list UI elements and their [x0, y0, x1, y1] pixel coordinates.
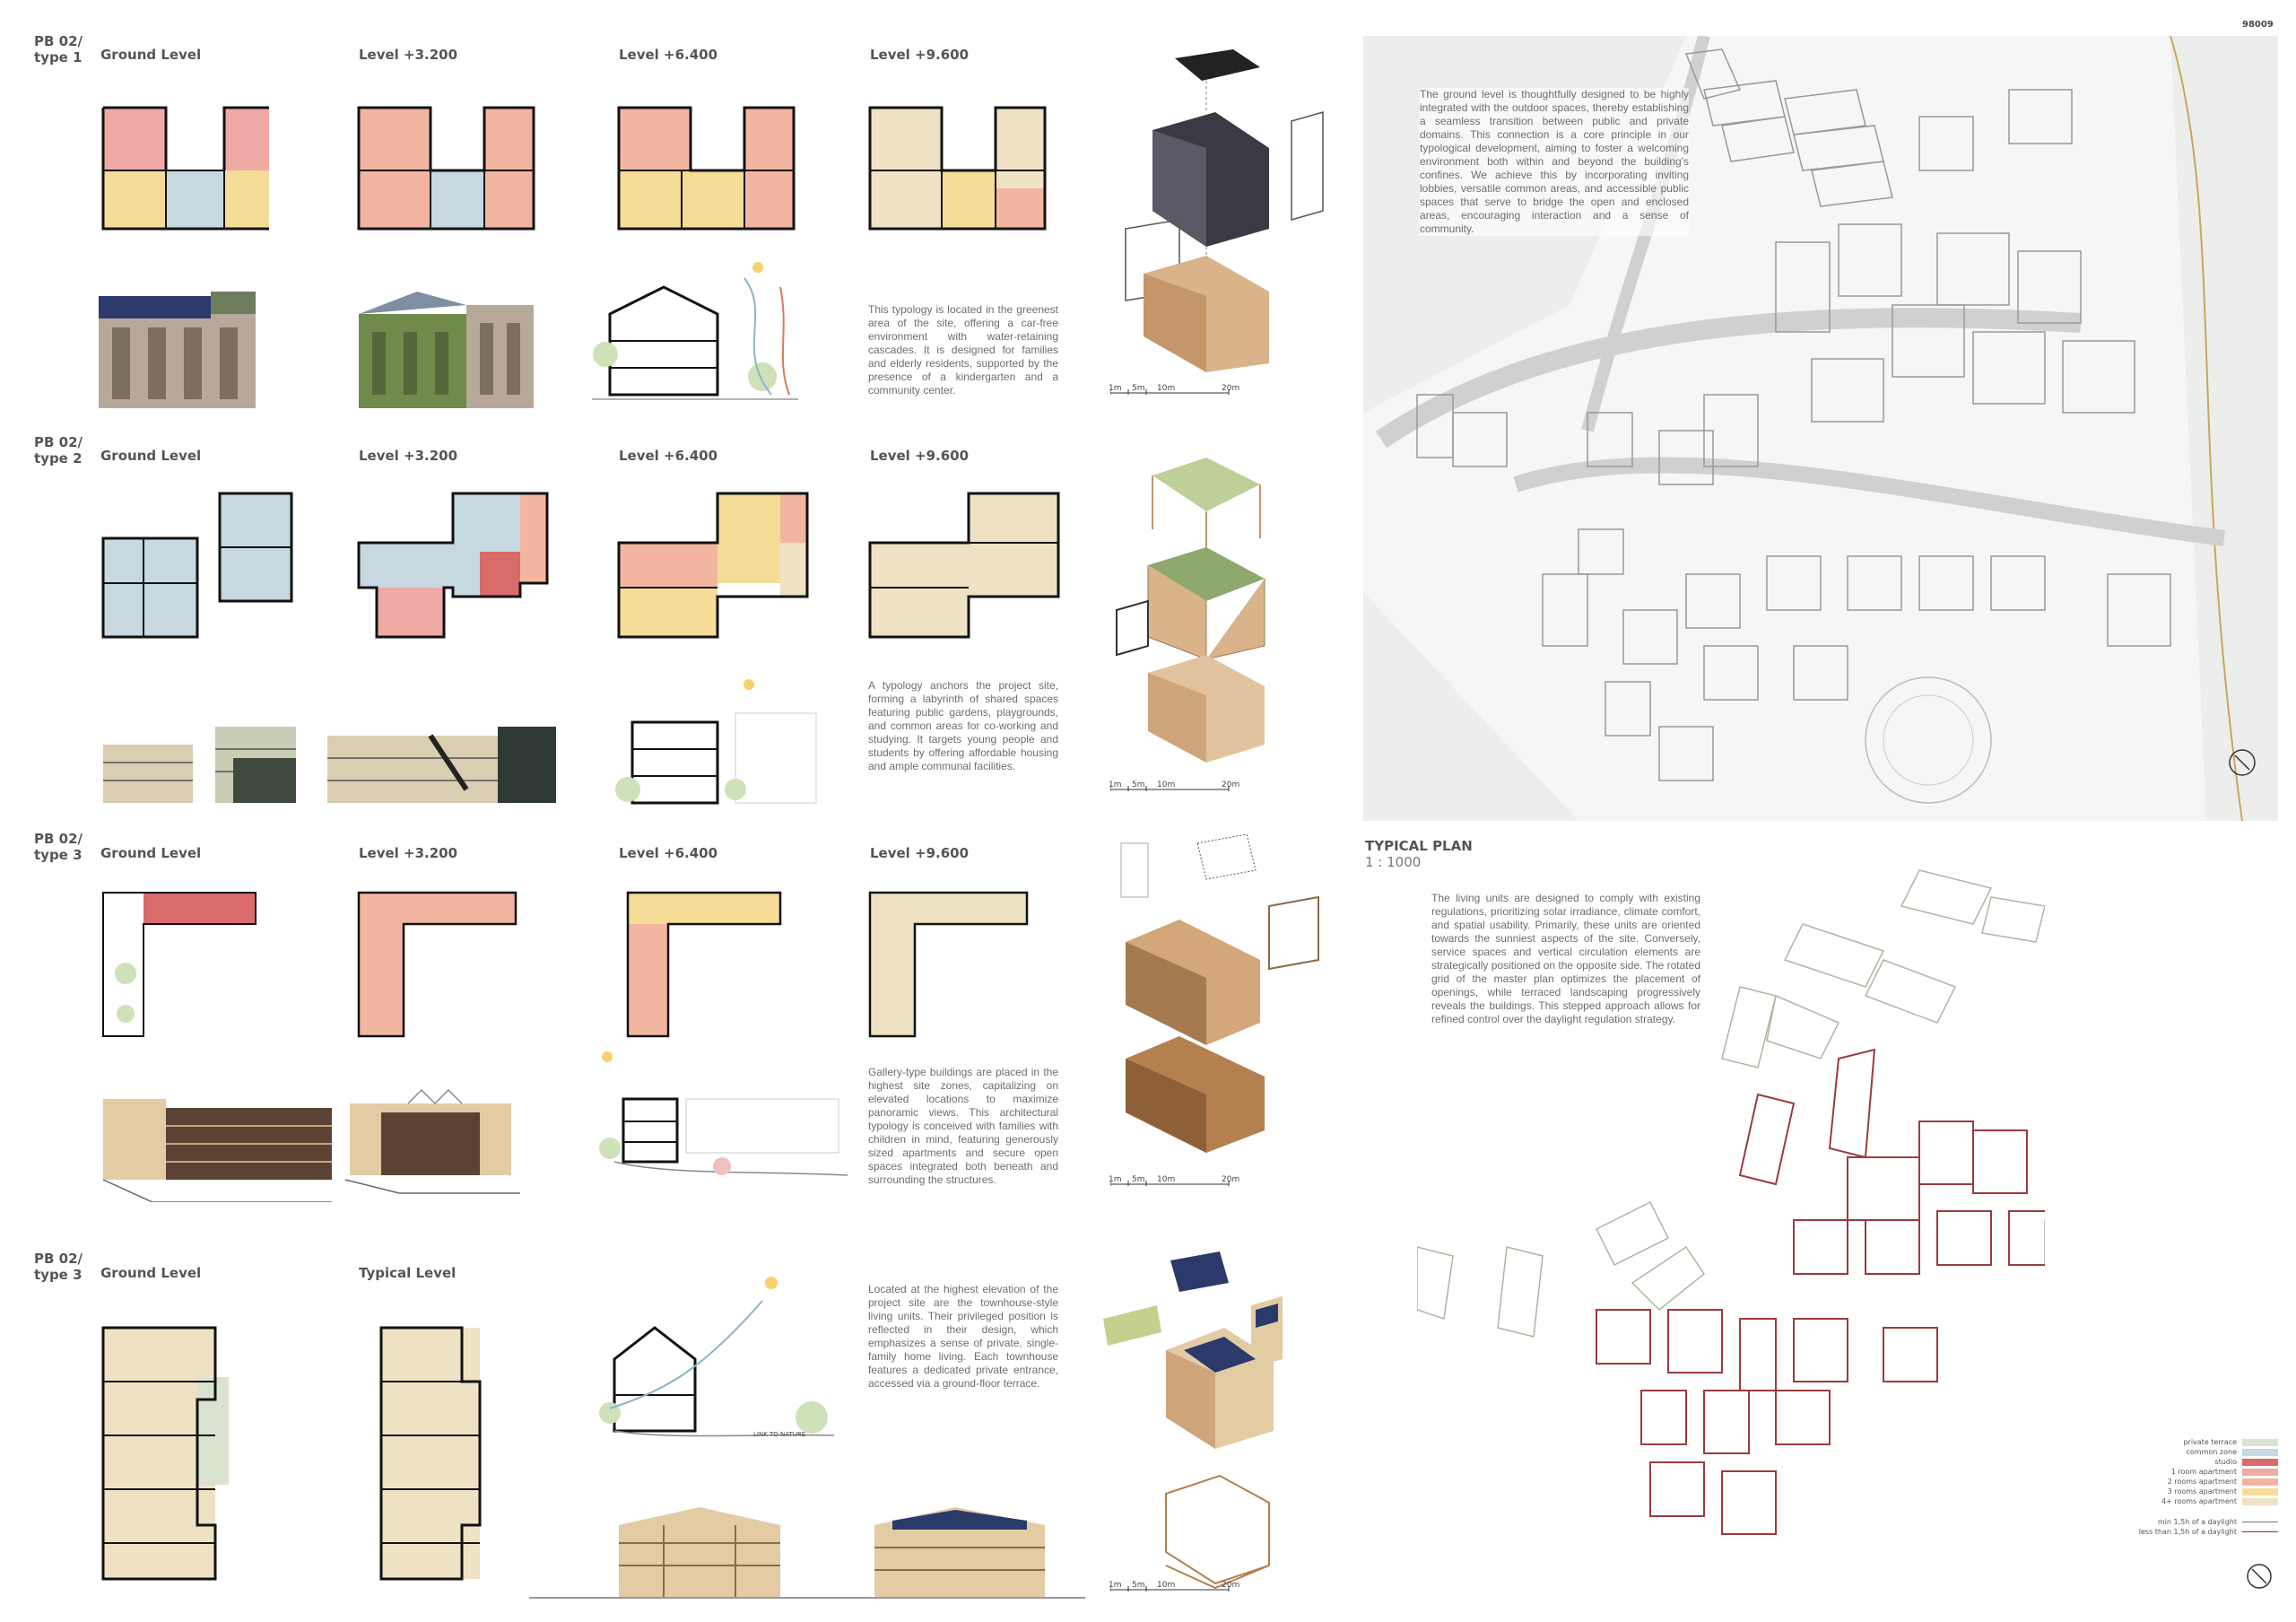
legend-line [2090, 1527, 2278, 1537]
section-4-code-line1: PB 02/ [34, 1251, 83, 1267]
legend-item-label: studio [2214, 1458, 2237, 1466]
s1-section [592, 260, 798, 417]
s1-elevation-2 [354, 287, 543, 408]
s2-level-2: Level +3.200 [359, 448, 458, 464]
s3-scalebar-10m: 10m [1157, 1175, 1176, 1184]
s1-level-1: Ground Level [100, 47, 202, 63]
section-3-code [34, 831, 83, 863]
s4-scalebar-10m: 10m [1157, 1581, 1176, 1590]
s3-plan-l1 [350, 884, 529, 1045]
s1-elevation-1 [99, 287, 260, 408]
s4-plan-ground [90, 1314, 242, 1592]
legend-swatch [2242, 1439, 2278, 1446]
s4-axonometric [1085, 1251, 1336, 1601]
legend-swatch [2242, 1469, 2278, 1476]
section-1-code [34, 33, 83, 65]
s3-plan-l3 [861, 884, 1040, 1045]
legend [2090, 1437, 2278, 1537]
legend-item [2090, 1447, 2278, 1457]
s3-level-4: Level +9.600 [870, 845, 970, 861]
section-2-code-line1: PB 02/ [34, 434, 83, 450]
section-2-code [34, 434, 83, 467]
s1-plan-l1 [350, 90, 538, 242]
s4-level-2: Typical Level [359, 1265, 457, 1281]
s2-elevation-2 [323, 709, 565, 807]
s3-plan-l2 [610, 884, 789, 1045]
s4-ground-line [529, 1595, 1085, 1600]
legend-item [2090, 1477, 2278, 1487]
s2-plan-ground [90, 484, 305, 646]
s3-scalebar-20m: 20m [1222, 1175, 1240, 1184]
s3-plan-ground [90, 884, 269, 1045]
legend-item [2090, 1496, 2278, 1506]
legend-item-label: 1 room apartment [2170, 1468, 2237, 1476]
legend-item-label: 4+ rooms apartment [2161, 1497, 2237, 1505]
section-3-code-line1: PB 02/ [34, 831, 83, 847]
legend-line-label: less than 1,5h of a daylight [2138, 1528, 2237, 1536]
legend-swatch [2242, 1449, 2278, 1456]
s3-elevation-1 [99, 1077, 341, 1202]
legend-items [2090, 1437, 2278, 1506]
legend-item [2090, 1467, 2278, 1477]
s4-scalebar-5m: 5m [1132, 1581, 1145, 1590]
sheet-id: 98009 [2242, 20, 2274, 30]
legend-item [2090, 1437, 2278, 1447]
s1-scalebar-5m: 5m [1132, 384, 1145, 393]
section-1-code-line2: type 1 [34, 49, 83, 65]
s3-level-2: Level +3.200 [359, 845, 458, 861]
s3-scalebar-1m: 1m [1109, 1175, 1122, 1184]
s2-elevation-1 [99, 709, 305, 807]
s2-scalebar-1m: 1m [1109, 780, 1122, 789]
s2-level-1: Ground Level [100, 448, 202, 464]
typical-plan-map [1417, 852, 2045, 1579]
legend-item-label: 2 rooms apartment [2167, 1478, 2237, 1486]
legend-swatch [2242, 1459, 2278, 1466]
s3-level-1: Ground Level [100, 845, 202, 861]
s2-plan-l2 [610, 484, 825, 646]
s4-plan-typical [359, 1314, 502, 1592]
s1-scalebar-20m: 20m [1222, 384, 1240, 393]
s2-plan-l3 [861, 484, 1076, 646]
legend-item-label: private terrace [2183, 1438, 2237, 1446]
legend-line [2090, 1517, 2278, 1527]
s4-scalebar-20m: 20m [1222, 1581, 1240, 1590]
ground-plan-text: The ground level is thoughtfully designed to be highly integrated with the outdoor spaces, thereby establishing a seamless transition between public and private domains. This connection is a core principle in our typological development, aiming to foster a welcoming environment both within and beyond the building's confines. We achieve this by incorporating inviting lobbies, versatile common areas, and accessible public spaces that serve to bridge the open and enclosed areas, encouraging interaction and a sense of community. [1420, 88, 1689, 235]
s2-section [610, 677, 825, 812]
legend-item [2090, 1487, 2278, 1496]
legend-swatch [2242, 1488, 2278, 1496]
s3-description: Gallery-type buildings are placed in the highest site zones, capitalizing on elevated locations to maximize panoramic views. This architectural typology is conceived with families with children in mind, featuring generously sized apartments and secure open spaces integrated both beneath and surrounding the structures. [868, 1066, 1058, 1186]
section-3-code-line2: type 3 [34, 847, 83, 863]
s4-scalebar-1m: 1m [1109, 1581, 1122, 1590]
section-2-code-line2: type 2 [34, 450, 83, 467]
legend-item-label: common zone [2186, 1448, 2237, 1456]
s1-plan-ground [90, 90, 269, 242]
legend-swatch [2242, 1478, 2278, 1486]
s2-level-4: Level +9.600 [870, 448, 970, 464]
typical-plan-text: The living units are designed to comply with existing regulations, prioritizing solar irradiance, climate comfort, and spatial usability. Primarily, these units are oriented towards the sunniest aspects of the site. Conversely, service spaces and vertical circulation elements are strategically positioned on the opposite side. The rotated grid of the master plan optimizes the placement of openings, while terraced landscaping progressively reveals the buildings. This stepped approach allows for refined control over the daylight regulation strategy. [1431, 892, 1700, 1025]
s4-section-note: LINK TO NATURE [753, 1431, 806, 1438]
s1-plan-l3 [861, 90, 1049, 242]
s2-level-3: Level +6.400 [619, 448, 718, 464]
s3-level-3: Level +6.400 [619, 845, 718, 861]
legend-line-label: min 1,5h of a daylight [2157, 1518, 2237, 1526]
s4-elevation-2 [865, 1503, 1054, 1601]
typical-plan-north-arrow [2244, 1561, 2274, 1591]
s1-scalebar-10m: 10m [1157, 384, 1176, 393]
s2-scalebar-5m: 5m [1132, 780, 1145, 789]
s1-scalebar-1m: 1m [1109, 384, 1122, 393]
legend-lines [2090, 1517, 2278, 1537]
s1-plan-l2 [610, 90, 798, 242]
s3-axonometric [1099, 834, 1332, 1171]
s1-axonometric [1099, 49, 1332, 372]
s3-elevation-2 [345, 1068, 520, 1202]
section-1-code-line1: PB 02/ [34, 33, 83, 49]
s4-elevation-1 [610, 1503, 789, 1601]
s3-section [596, 1050, 848, 1202]
legend-line-sample [2242, 1531, 2278, 1532]
s1-level-4: Level +9.600 [870, 47, 970, 63]
section-4-code [34, 1251, 83, 1283]
s1-level-2: Level +3.200 [359, 47, 458, 63]
s2-axonometric [1099, 458, 1332, 763]
s2-plan-l1 [350, 484, 565, 646]
legend-item-label: 3 rooms apartment [2167, 1487, 2237, 1496]
section-4-code-line2: type 3 [34, 1267, 83, 1283]
s2-description: A typology anchors the project site, forming a labyrinth of shared spaces featuring public gardens, playgrounds, and common areas for co-working and studying. It targets young people and students by offering affordable housing and ample communal facilities. [868, 679, 1058, 772]
s2-scalebar-10m: 10m [1157, 780, 1176, 789]
legend-item [2090, 1457, 2278, 1467]
s4-description: Located at the highest elevation of the project site are the townhouse-style living units. Their privileged position is reflected in their design, which emphasizes a sense of private, single-family home living. Each townhouse features a dedicated private entrance, accessed via a ground-floor terrace. [868, 1283, 1058, 1390]
s1-description: This typology is located in the greenest area of the site, offering a car-free environment with water-retaining cascades. It is designed for families and elderly residents, supported by the presence of a kindergarten and a community center. [868, 303, 1058, 397]
s2-scalebar-20m: 20m [1222, 780, 1240, 789]
typical-plan-title: TYPICAL PLAN [1365, 838, 1473, 854]
typical-plan-scale: 1 : 1000 [1365, 854, 1422, 870]
s3-scalebar-5m: 5m [1132, 1175, 1145, 1184]
s1-level-3: Level +6.400 [619, 47, 718, 63]
s4-level-1: Ground Level [100, 1265, 202, 1281]
legend-swatch [2242, 1498, 2278, 1505]
